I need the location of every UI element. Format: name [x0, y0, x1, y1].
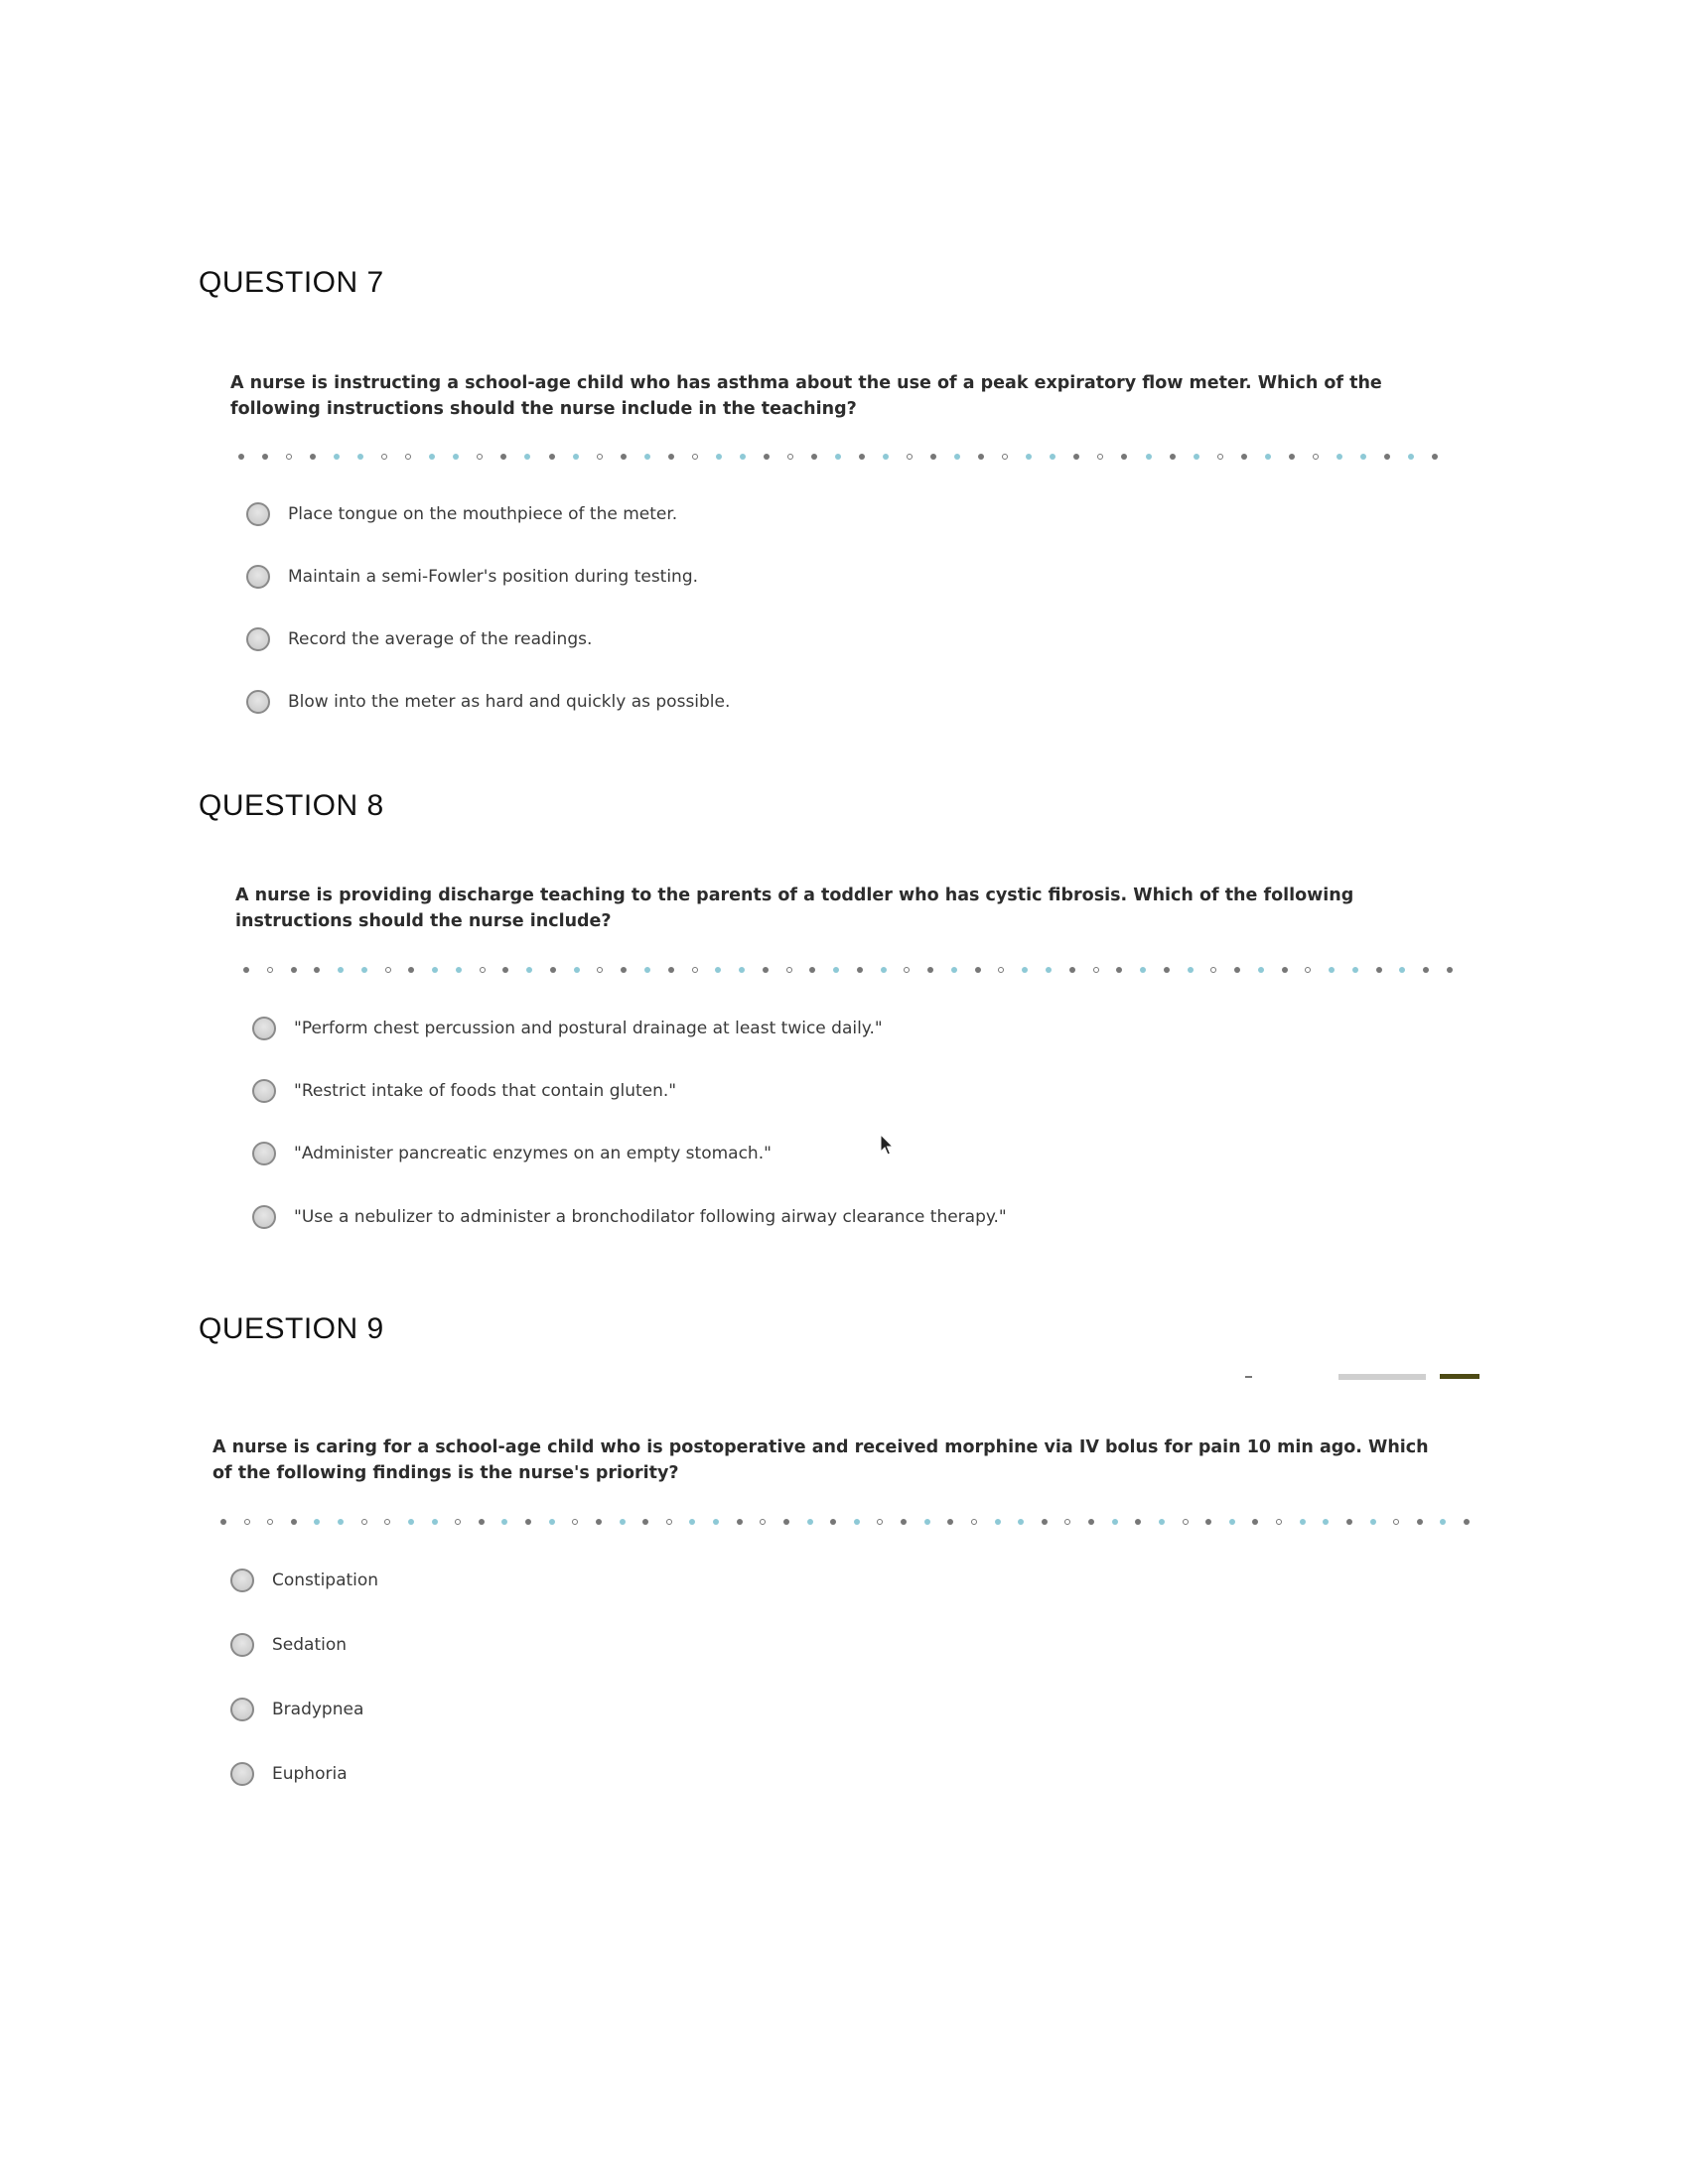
- divider-dot: [1360, 454, 1366, 460]
- radio-button-icon[interactable]: [230, 1633, 254, 1657]
- divider-dot: [764, 454, 770, 460]
- divider-dot: [524, 454, 530, 460]
- divider-dot: [1217, 454, 1223, 460]
- divider-dot: [267, 1519, 273, 1525]
- divider-dot: [998, 967, 1004, 973]
- question-7-prompt: [230, 370, 1462, 422]
- divider-dot: [716, 454, 722, 460]
- radio-button-icon[interactable]: [246, 565, 270, 589]
- divider-dot: [901, 1519, 907, 1525]
- radio-button-icon[interactable]: [246, 627, 270, 651]
- question-9-option-1[interactable]: [230, 1569, 378, 1592]
- divider-dot: [713, 1519, 719, 1525]
- divider-dot: [1265, 454, 1271, 460]
- divider-dot: [1384, 454, 1390, 460]
- question-9-heading: QUESTION 9: [199, 1312, 384, 1345]
- divider-dot: [429, 454, 435, 460]
- divider-dot: [621, 454, 627, 460]
- divider-dot: [1376, 967, 1382, 973]
- divider-dot: [877, 1519, 883, 1525]
- divider-dot: [338, 1519, 344, 1525]
- stray-dash: [1245, 1376, 1252, 1378]
- divider-dot: [1170, 454, 1176, 460]
- divider-dot: [809, 967, 815, 973]
- divider-dot: [479, 1519, 485, 1525]
- option-label: Blow into the meter as hard and quickly as possible.: [288, 692, 731, 712]
- divider-dot: [480, 967, 486, 973]
- divider-dot: [1241, 454, 1247, 460]
- divider-dot: [904, 967, 910, 973]
- divider-dot: [597, 454, 603, 460]
- divider-dot: [787, 454, 793, 460]
- question-9-option-2[interactable]: [230, 1633, 347, 1657]
- divider-dot: [1323, 1519, 1329, 1525]
- divider-dot: [1447, 967, 1453, 973]
- divider-dot: [1300, 1519, 1306, 1525]
- option-label: Bradypnea: [272, 1700, 364, 1719]
- divider-dot: [1146, 454, 1152, 460]
- option-label: Constipation: [272, 1570, 379, 1590]
- question-8-divider: [243, 965, 1455, 975]
- divider-dot: [644, 967, 650, 973]
- scroll-indicator: [1338, 1374, 1426, 1380]
- divider-dot: [1140, 967, 1146, 973]
- divider-dot: [1408, 454, 1414, 460]
- divider-dot: [1313, 454, 1319, 460]
- divider-dot: [1399, 967, 1405, 973]
- divider-dot: [833, 967, 839, 973]
- question-9-option-3[interactable]: [230, 1698, 363, 1721]
- radio-button-icon[interactable]: [252, 1017, 276, 1040]
- divider-dot: [1164, 967, 1170, 973]
- question-8-heading: QUESTION 8: [199, 789, 384, 822]
- divider-dot: [1042, 1519, 1048, 1525]
- divider-dot: [859, 454, 865, 460]
- divider-dot: [381, 454, 387, 460]
- divider-dot: [1064, 1519, 1070, 1525]
- option-label: Record the average of the readings.: [288, 629, 593, 649]
- question-7-option-1[interactable]: [246, 502, 677, 526]
- divider-dot: [573, 454, 579, 460]
- question-7-option-3[interactable]: [246, 627, 592, 651]
- divider-dot: [692, 967, 698, 973]
- divider-dot: [1393, 1519, 1399, 1525]
- divider-dot: [642, 1519, 648, 1525]
- divider-dot: [408, 967, 414, 973]
- divider-dot: [357, 454, 363, 460]
- divider-dot: [1183, 1519, 1189, 1525]
- question-7-option-4[interactable]: [246, 690, 730, 714]
- divider-dot: [477, 454, 483, 460]
- divider-dot: [456, 967, 462, 973]
- divider-dot: [1097, 454, 1103, 460]
- scroll-indicator-accent: [1440, 1374, 1479, 1379]
- divider-dot: [1159, 1519, 1165, 1525]
- divider-dot: [243, 967, 249, 973]
- divider-dot: [291, 967, 297, 973]
- question-8-option-2[interactable]: [252, 1079, 676, 1103]
- divider-dot: [1210, 967, 1216, 973]
- radio-button-icon[interactable]: [252, 1079, 276, 1103]
- divider-dot: [267, 967, 273, 973]
- divider-dot: [668, 454, 674, 460]
- divider-dot: [1018, 1519, 1024, 1525]
- divider-dot: [1088, 1519, 1094, 1525]
- divider-dot: [995, 1519, 1001, 1525]
- question-9-divider: [220, 1517, 1472, 1527]
- divider-dot: [1046, 967, 1052, 973]
- question-8-option-3[interactable]: [252, 1142, 772, 1165]
- divider-dot: [857, 967, 863, 973]
- divider-dot: [314, 967, 320, 973]
- divider-dot: [550, 967, 556, 973]
- question-8-option-1[interactable]: [252, 1017, 883, 1040]
- radio-button-icon[interactable]: [230, 1762, 254, 1786]
- divider-dot: [930, 454, 936, 460]
- divider-dot: [1002, 454, 1008, 460]
- divider-dot: [361, 967, 367, 973]
- divider-dot: [549, 454, 555, 460]
- option-label: "Perform chest percussion and postural drainage at least twice daily.": [294, 1019, 883, 1038]
- divider-dot: [1229, 1519, 1235, 1525]
- divider-dot: [783, 1519, 789, 1525]
- divider-dot: [666, 1519, 672, 1525]
- question-7-text: A nurse is instructing a school-age child who has asthma about the use of a peak expiratory flow meter. Which of the following instructions should the nurse include in the teaching?: [230, 373, 1382, 419]
- divider-dot: [907, 454, 913, 460]
- divider-dot: [1069, 967, 1075, 973]
- radio-button-icon[interactable]: [252, 1205, 276, 1229]
- divider-dot: [549, 1519, 555, 1525]
- divider-dot: [405, 454, 411, 460]
- divider-dot: [971, 1519, 977, 1525]
- question-7-heading: QUESTION 7: [199, 266, 384, 299]
- divider-dot: [1336, 454, 1342, 460]
- divider-dot: [500, 454, 506, 460]
- divider-dot: [1026, 454, 1032, 460]
- radio-button-icon[interactable]: [230, 1698, 254, 1721]
- divider-dot: [830, 1519, 836, 1525]
- divider-dot: [1073, 454, 1079, 460]
- divider-dot: [807, 1519, 813, 1525]
- divider-dot: [432, 967, 438, 973]
- divider-dot: [924, 1519, 930, 1525]
- divider-dot: [432, 1519, 438, 1525]
- divider-dot: [927, 967, 933, 973]
- option-label: "Use a nebulizer to administer a bronchodilator following airway clearance therapy.": [294, 1207, 1007, 1227]
- divider-dot: [286, 454, 292, 460]
- divider-dot: [1432, 454, 1438, 460]
- divider-dot: [1093, 967, 1099, 973]
- radio-button-icon[interactable]: [246, 690, 270, 714]
- divider-dot: [811, 454, 817, 460]
- divider-dot: [1305, 967, 1311, 973]
- option-label: Maintain a semi-Fowler's position during testing.: [288, 567, 699, 587]
- divider-dot: [1289, 454, 1295, 460]
- option-label: "Administer pancreatic enzymes on an empty stomach.": [294, 1144, 772, 1163]
- divider-dot: [786, 967, 792, 973]
- divider-dot: [1121, 454, 1127, 460]
- divider-dot: [1370, 1519, 1376, 1525]
- option-label: Sedation: [272, 1635, 348, 1655]
- divider-dot: [1022, 967, 1028, 973]
- question-9-text: A nurse is caring for a school-age child who is postoperative and received morphine via IV bolus for pain 10 min ago. Which of the following findings is the nurse's priority?: [212, 1437, 1429, 1483]
- divider-dot: [453, 454, 459, 460]
- divider-dot: [262, 454, 268, 460]
- option-label: "Restrict intake of foods that contain gluten.": [294, 1081, 677, 1101]
- divider-dot: [1464, 1519, 1470, 1525]
- divider-dot: [947, 1519, 953, 1525]
- divider-dot: [1205, 1519, 1211, 1525]
- question-8-option-4[interactable]: [252, 1205, 1007, 1229]
- divider-dot: [338, 967, 344, 973]
- divider-dot: [408, 1519, 414, 1525]
- divider-dot: [883, 454, 889, 460]
- divider-dot: [1282, 967, 1288, 973]
- divider-dot: [835, 454, 841, 460]
- radio-button-icon[interactable]: [230, 1569, 254, 1592]
- divider-dot: [1276, 1519, 1282, 1525]
- divider-dot: [385, 967, 391, 973]
- divider-dot: [455, 1519, 461, 1525]
- radio-button-icon[interactable]: [246, 502, 270, 526]
- divider-dot: [737, 1519, 743, 1525]
- divider-dot: [1352, 967, 1358, 973]
- divider-dot: [1423, 967, 1429, 973]
- divider-dot: [739, 967, 745, 973]
- divider-dot: [596, 1519, 602, 1525]
- divider-dot: [1116, 967, 1122, 973]
- divider-dot: [291, 1519, 297, 1525]
- divider-dot: [238, 454, 244, 460]
- divider-dot: [334, 454, 340, 460]
- divider-dot: [525, 1519, 531, 1525]
- divider-dot: [978, 454, 984, 460]
- divider-dot: [574, 967, 580, 973]
- divider-dot: [1346, 1519, 1352, 1525]
- divider-dot: [951, 967, 957, 973]
- divider-dot: [763, 967, 769, 973]
- divider-dot: [526, 967, 532, 973]
- divider-dot: [689, 1519, 695, 1525]
- mouse-cursor-icon: [880, 1134, 896, 1158]
- divider-dot: [1329, 967, 1335, 973]
- radio-button-icon[interactable]: [252, 1142, 276, 1165]
- option-label: Euphoria: [272, 1764, 348, 1784]
- divider-dot: [501, 1519, 507, 1525]
- divider-dot: [1188, 967, 1194, 973]
- divider-dot: [361, 1519, 367, 1525]
- divider-dot: [220, 1519, 226, 1525]
- divider-dot: [244, 1519, 250, 1525]
- divider-dot: [502, 967, 508, 973]
- divider-dot: [1135, 1519, 1141, 1525]
- question-9-option-4[interactable]: [230, 1762, 348, 1786]
- divider-dot: [1417, 1519, 1423, 1525]
- question-7-option-2[interactable]: [246, 565, 698, 589]
- divider-dot: [668, 967, 674, 973]
- divider-dot: [760, 1519, 766, 1525]
- divider-dot: [954, 454, 960, 460]
- divider-dot: [1112, 1519, 1118, 1525]
- divider-dot: [1440, 1519, 1446, 1525]
- divider-dot: [975, 967, 981, 973]
- divider-dot: [881, 967, 887, 973]
- divider-dot: [384, 1519, 390, 1525]
- question-8-text: A nurse is providing discharge teaching to the parents of a toddler who has cystic fibrosis. Which of the following instructions should the nurse include?: [235, 886, 1354, 931]
- divider-dot: [314, 1519, 320, 1525]
- divider-dot: [692, 454, 698, 460]
- divider-dot: [1194, 454, 1199, 460]
- divider-dot: [597, 967, 603, 973]
- divider-dot: [854, 1519, 860, 1525]
- divider-dot: [621, 967, 627, 973]
- divider-dot: [1234, 967, 1240, 973]
- divider-dot: [740, 454, 746, 460]
- divider-dot: [715, 967, 721, 973]
- divider-dot: [644, 454, 650, 460]
- question-9-prompt: [212, 1434, 1444, 1486]
- question-7-divider: [238, 452, 1440, 462]
- divider-dot: [310, 454, 316, 460]
- divider-dot: [1050, 454, 1055, 460]
- option-label: Place tongue on the mouthpiece of the meter.: [288, 504, 678, 524]
- divider-dot: [1252, 1519, 1258, 1525]
- divider-dot: [620, 1519, 626, 1525]
- divider-dot: [1258, 967, 1264, 973]
- question-8-prompt: [235, 883, 1467, 934]
- divider-dot: [572, 1519, 578, 1525]
